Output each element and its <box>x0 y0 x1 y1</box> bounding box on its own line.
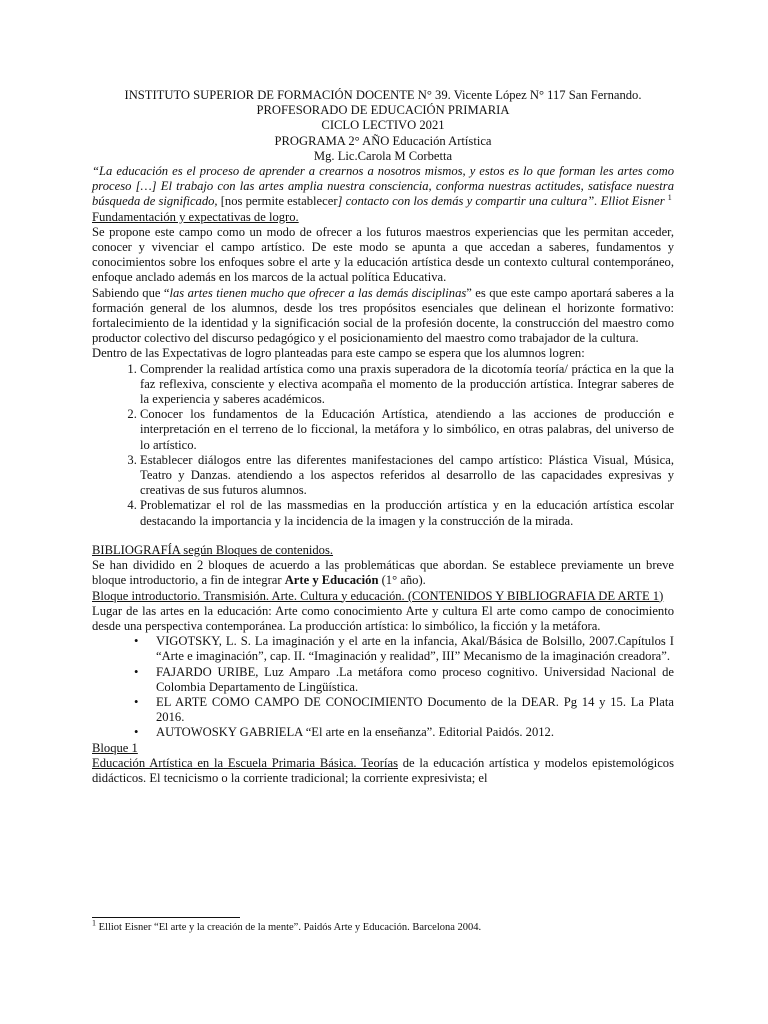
bibliography-entry: FAJARDO URIBE, Luz Amparo .La metáfora como proceso cognitivo. Universidad Nacional de Colombia Departamento de Lingüística. <box>156 664 674 694</box>
footnote-separator <box>92 917 240 918</box>
bullet-icon: • <box>134 664 139 679</box>
author-name: Mg. Lic.Carola M Corbetta <box>313 148 453 163</box>
list-item: 1. Comprender la realidad artística como una praxis superadora de la dicotomía teoría/ práctica en la que la faz reflexiva, consciente y electiva acompaña el momento de la producción artística. Integrar saberes de la experiencia y saberes académicos. <box>140 362 674 408</box>
quote-text-3: ] contacto con los demás y compartir una cultura”. Elliot Eisner <box>337 194 668 209</box>
paragraph-bold-text: Arte y Educación <box>284 573 379 588</box>
bibliography-entry: EL ARTE COMO CAMPO DE CONOCIMIENTO Documento de la DEAR. Pg 14 y 15. La Plata 2016. <box>156 694 674 725</box>
paragraph-underlined-text: Educación Artística en la Escuela Primaria Básica. Teorías <box>92 755 398 770</box>
paragraph <box>92 558 674 588</box>
paragraph-text: (1° año). <box>378 573 426 588</box>
expectations-list <box>92 362 674 529</box>
quote-text-2: [nos permite establecer <box>220 194 338 209</box>
paragraph-text: de la educación artística y modelos epistemológicos didácticos. El tecnicismo o la corriente tradicional; la corriente expresivista; el <box>92 755 674 785</box>
program-name: PROFESORADO DE EDUCACIÓN PRIMARIA <box>256 103 510 118</box>
bullet-icon: • <box>134 694 139 709</box>
paragraph-text: Se han dividido en 2 bloques de acuerdo a las problemáticas que abordan. Se establece previamente un breve bloque introductorio, a fin de integrar <box>92 558 674 588</box>
school-year: CICLO LECTIVO 2021 <box>321 118 445 133</box>
quote-text-1: “La educación es el proceso de aprender a crearnos a nosotros mismos, y estos es lo que forman les artes como proceso […] El trabajo con las artes amplia nuestra consciencia, conforma nuestras actitudes, satisface nuestra búsqueda de significado, <box>92 164 674 209</box>
paragraph: Dentro de las Expectativas de logro planteadas para este campo se espera que los alumnos logren: <box>92 346 585 361</box>
paragraph: Se propone este campo como un modo de ofrecer a los futuros maestros experiencias que les permitan acceder, conocer y vivenciar el campo artístico. De este modo se apunta a que accedan a saberes, fundamentos y conocimientos sobre los enfoques sobre el arte y la educación artística desde un contexto cultural contemporáneo, enfoque anclado además en los marcos de la actual política Educativa. <box>92 224 674 285</box>
section-heading-fundamentacion: Fundamentación y expectativas de logro. <box>92 209 299 224</box>
spacer <box>92 529 674 543</box>
footnote-number: 1 <box>92 918 96 928</box>
list-item <box>134 664 674 695</box>
list-item <box>134 634 674 664</box>
list-item <box>134 725 674 740</box>
intro-block-heading: Bloque introductorio. Transmisión. Arte. Cultura y educación. (CONTENIDOS Y BIBLIOGRAFIA DE ARTE 1) <box>92 588 664 603</box>
paragraph <box>92 286 674 347</box>
epigraph-quote <box>92 164 674 210</box>
paragraph: Lugar de las artes en la educación: Arte como conocimiento Arte y cultura El arte como campo de conocimiento desde una perspectiva contemporánea. La producción artística: lo simbólico, la ficción y la metáfora. <box>92 603 674 633</box>
document-header <box>92 88 674 164</box>
bibliography-entry: VIGOTSKY, L. S. La imaginación y el arte en la infancia, Akal/Básica de Bolsillo, 2007.Capítulos I “Arte e imaginación”, cap. II. “Imaginación y realidad”, III” Mecanismo de la imaginación creadora”. <box>156 634 674 664</box>
bullet-icon: • <box>134 634 139 649</box>
bibliography-entry: AUTOWOSKY GABRIELA “El arte en la enseñanza”. Editorial Paidós. 2012. <box>156 725 555 740</box>
footnote-text: Elliot Eisner “El arte y la creación de la mente”. Paidós Arte y Educación. Barcelona 2004. <box>96 922 482 933</box>
bibliography-list <box>92 634 674 740</box>
footnote <box>92 918 674 934</box>
list-item: 4. Problematizar el rol de las massmedias en la producción artística y en la educación artística escolar destacando la importancia y la incidencia de la imagen y la construcción de la mirada. <box>140 498 674 528</box>
list-item: 2. Conocer los fundamentos de la Educación Artística, atendiendo a las acciones de producción e interpretación en el terreno de lo ficcional, la metáfora y lo simbólico, en otras palabras, del universo de lo artístico. <box>140 407 674 453</box>
document-body <box>92 88 674 786</box>
list-item: 3. Establecer diálogos entre las diferentes manifestaciones del campo artístico: Plástica Visual, Música, Teatro y Danzas. atendiendo a los aspectos referidos al desarrollo de las capacidades expresivas y creativas de sus futuros alumnos. <box>140 453 674 499</box>
list-item <box>134 694 674 725</box>
paragraph <box>92 756 674 786</box>
paragraph-italic-text: las artes tienen mucho que ofrecer a las demás disciplinas <box>169 285 467 300</box>
course-title: PROGRAMA 2° AÑO Educación Artística <box>274 133 492 148</box>
bullet-icon: • <box>134 725 139 740</box>
section-heading-bibliografia: BIBLIOGRAFÍA según Bloques de contenidos. <box>92 542 334 557</box>
footnote-reference: 1 <box>667 193 672 203</box>
paragraph-text: Sabiendo que “ <box>92 285 170 300</box>
institution-name: INSTITUTO SUPERIOR DE FORMACIÓN DOCENTE N° 39. Vicente López N° 117 San Fernando. <box>124 88 642 102</box>
paragraph-text: ” es que este campo aportará saberes a la formación general de los alumnos, desde los tres propósitos esenciales que delinean el horizonte formativo: fortalecimiento de la identidad y la significación social de la profesión docente, la construcción del maestro como productor colectivo del discurso pedagógico y el posicionamiento del maestro como trabajador de la cultura. <box>92 285 674 346</box>
block-1-heading: Bloque 1 <box>92 740 138 755</box>
